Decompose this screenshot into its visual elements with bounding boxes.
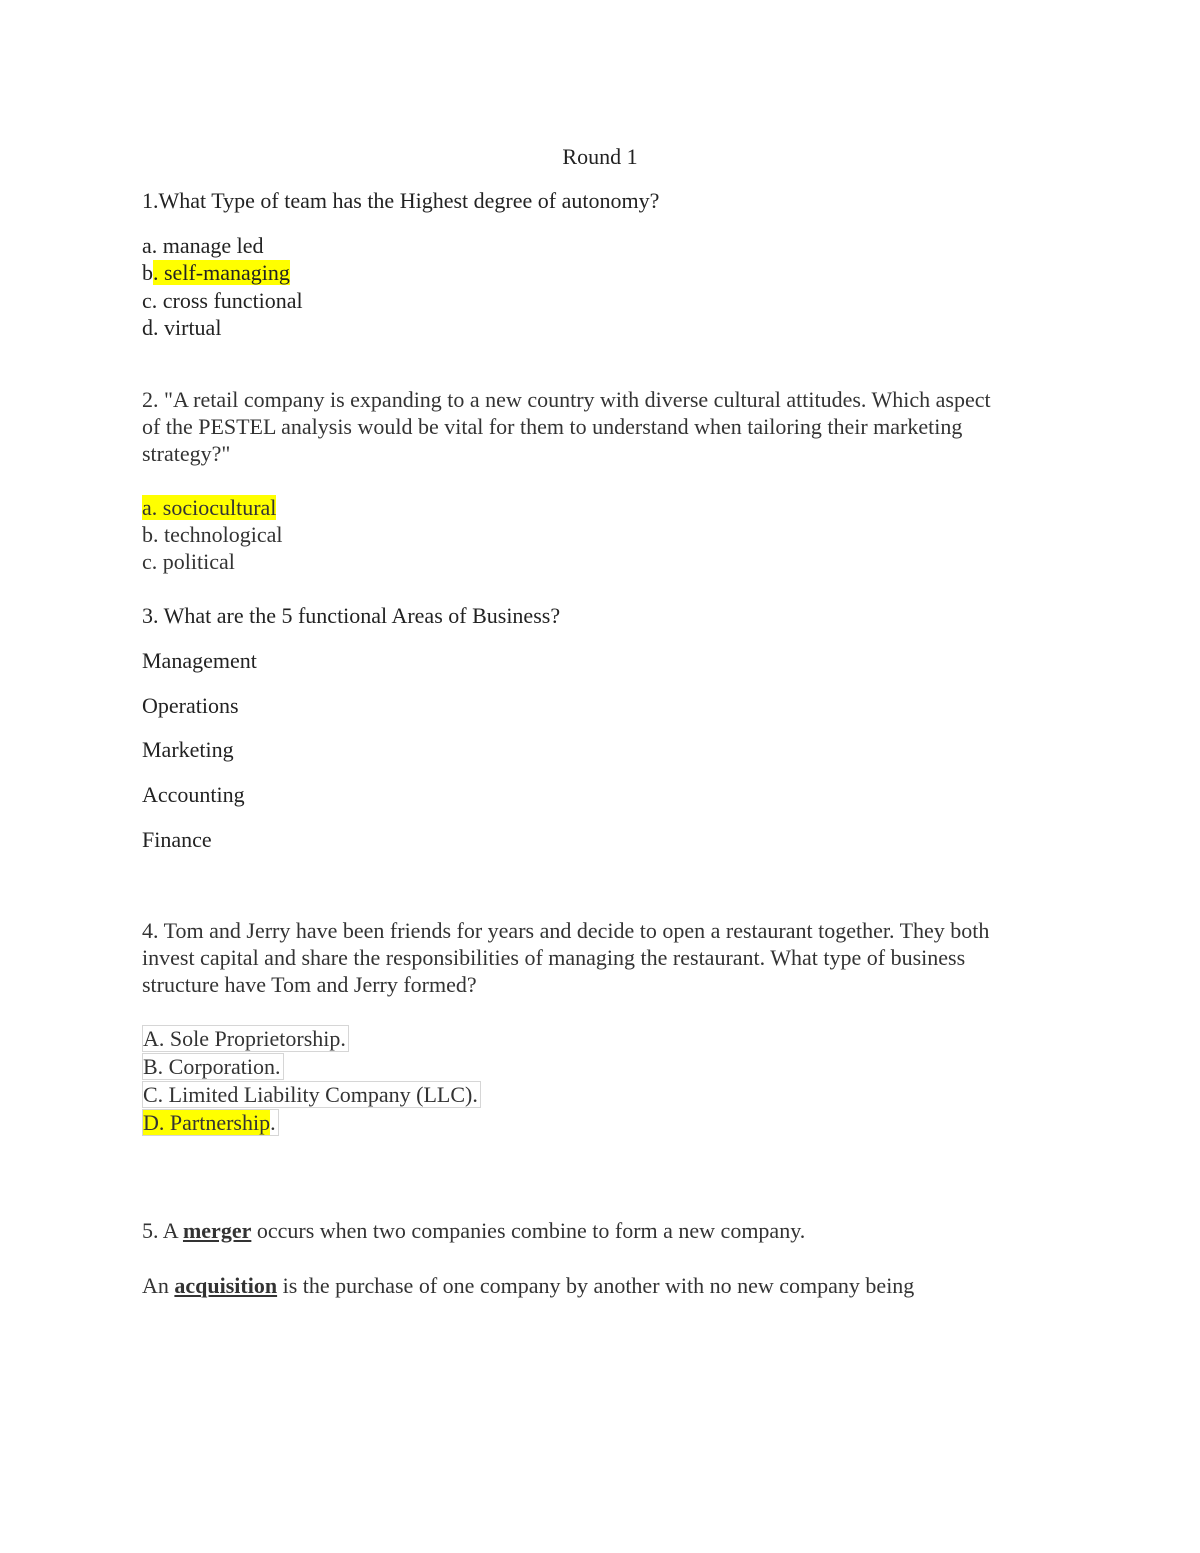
q5-line2-prefix: An (142, 1273, 175, 1298)
q2-option-a (142, 494, 276, 521)
q3-area-item: Management (142, 648, 257, 673)
q5-line1-rest: occurs when two companies combine to form a new company. (251, 1218, 806, 1243)
question-2-line-1: 2. "A retail company is expanding to a new country with diverse cultural attitudes. Which aspect (142, 387, 991, 412)
q4-option-b (142, 1053, 284, 1080)
q2-option-c: c. political (142, 549, 235, 574)
question-4-line-3: structure have Tom and Jerry formed? (142, 972, 477, 997)
q5-acquisition-term: acquisition (174, 1273, 278, 1298)
q4-option-d-period: . (270, 1110, 276, 1135)
q3-area-item: Operations (142, 693, 239, 718)
question-4-line-2: invest capital and share the responsibilities of managing the restaurant. What type of business (142, 945, 966, 970)
page-title: Round 1 (562, 144, 638, 169)
q1-option-d: d. virtual (142, 315, 222, 340)
q4-option-a (142, 1025, 349, 1052)
q1-option-c: c. cross functional (142, 288, 303, 313)
question-3: 3. What are the 5 functional Areas of Business? (142, 603, 561, 628)
q4-option-b-text: B. Corporation. (142, 1053, 284, 1080)
question-5-acquisition-definition (142, 1272, 914, 1299)
q2-option-b: b. technological (142, 522, 283, 547)
q3-area-item: Finance (142, 827, 212, 852)
q4-option-d-box (142, 1109, 279, 1136)
q3-area-item: Marketing (142, 737, 234, 762)
question-2-line-2: of the PESTEL analysis would be vital for them to understand when tailoring their marketing (142, 414, 963, 439)
question-4-line-1: 4. Tom and Jerry have been friends for years and decide to open a restaurant together. They both (142, 918, 990, 943)
q4-option-c-text: C. Limited Liability Company (LLC). (142, 1081, 481, 1108)
question-5-merger-definition (142, 1217, 805, 1244)
q5-merger-term: merger (182, 1218, 252, 1243)
q4-option-a-text: A. Sole Proprietorship. (142, 1025, 349, 1052)
q1-option-b-letter: b (142, 260, 153, 285)
q3-area-item: Accounting (142, 782, 245, 807)
q4-option-d (142, 1109, 279, 1136)
q1-option-b (142, 259, 290, 286)
q1-option-a: a. manage led (142, 233, 264, 258)
q2-option-a-highlighted-answer: a. sociocultural (142, 495, 277, 520)
q5-line1-prefix: 5. A (142, 1218, 183, 1243)
question-1: 1.What Type of team has the Highest degree of autonomy? (142, 188, 660, 213)
q1-option-b-highlighted-answer: . self-managing (153, 260, 290, 285)
q5-line2-rest: is the purchase of one company by another with no new company being (277, 1273, 915, 1298)
q4-option-d-highlighted-answer: D. Partnership (143, 1110, 271, 1135)
question-2-line-3: strategy?" (142, 441, 231, 466)
q4-option-c (142, 1081, 481, 1108)
